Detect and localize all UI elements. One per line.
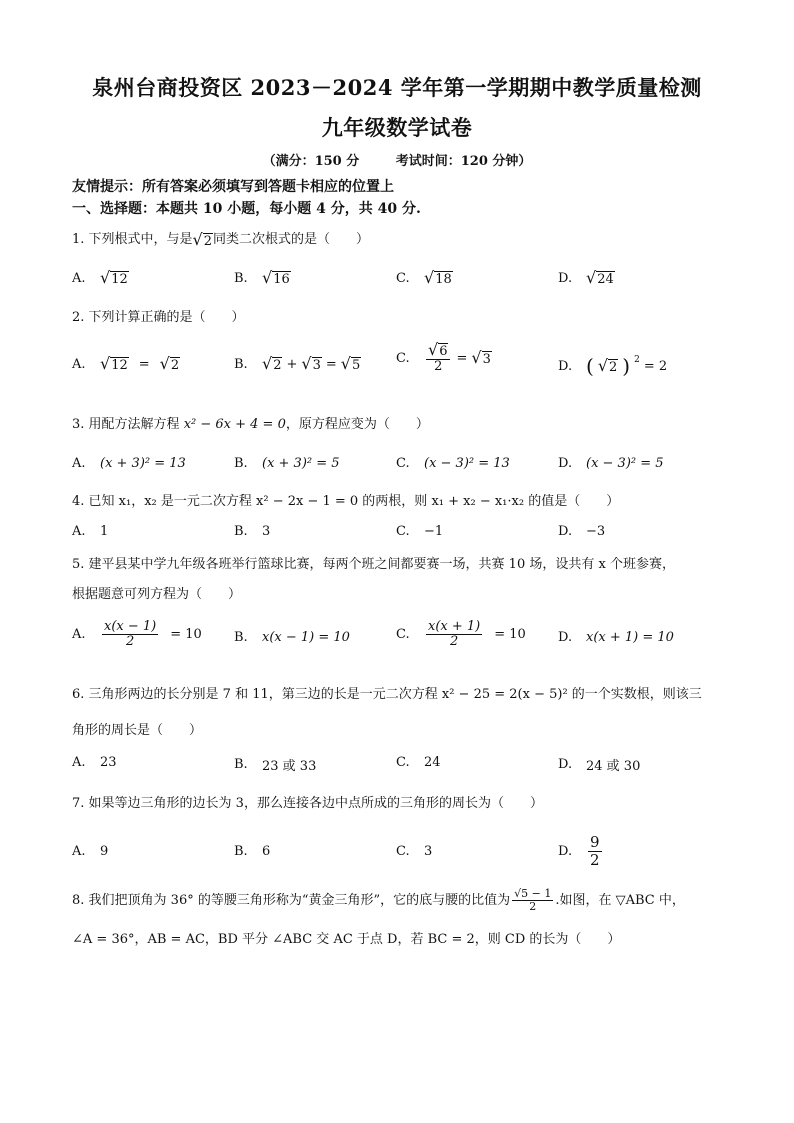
q5-options [72, 620, 732, 664]
q3-option-b [234, 456, 340, 471]
friendly-tip: 友情提示：所有答案必须填写到答题卡相应的位置上 [72, 179, 394, 195]
q1-stem-b: 同类二次根式的是（ ） [213, 232, 370, 248]
q1-radicand: 2 [203, 234, 213, 249]
option-text: (x − 3)² = 13 [424, 456, 510, 471]
q5-option-a [72, 620, 202, 650]
equals-sign: = [325, 356, 337, 372]
q6-option-b [234, 755, 316, 774]
q5-option-d [558, 630, 674, 645]
paren-open: ( [586, 354, 594, 378]
option-text: 3 [424, 844, 433, 859]
option-label: D. [558, 270, 573, 286]
q7-option-a [72, 844, 108, 859]
radicand: 2 [273, 358, 282, 373]
option-text: 23 [100, 755, 117, 770]
q5-option-b [234, 630, 350, 645]
question-6-line1: 6. 三角形两边的长分别是 7 和 11，第三边的长是一元二次方程 x² − 25 = 2(x − 5)² 的一个实数根，则该三 [72, 687, 702, 702]
q7-option-b [234, 844, 270, 859]
option-label: D. [558, 358, 573, 374]
question-8-line2: ∠A = 36°，AB = AC，BD 平分 ∠ABC 交 AC 于点 D，若 BC = 2，则 CD 的长为（ ） [72, 932, 621, 947]
option-label: C. [396, 270, 410, 286]
q1-option-a: A. √ 12 [72, 268, 128, 287]
option-text: 24 [424, 755, 441, 770]
option-radicand: 12 [111, 272, 128, 287]
option-radicand: 24 [597, 272, 614, 287]
option-label: B. [234, 524, 248, 539]
q4-option-d [558, 524, 605, 539]
option-label: A. [72, 524, 86, 539]
option-tail: = 10 [170, 627, 202, 643]
numerator: √5 − 1 [514, 887, 552, 900]
option-label: C. [396, 844, 410, 859]
q6-options [72, 755, 732, 785]
q7-option-d [558, 834, 604, 868]
question-3 [72, 417, 429, 433]
denominator: 2 [449, 634, 459, 650]
denominator: 2 [590, 850, 600, 869]
question-5-line1: 5. 建平县某中学九年级各班举行篮球比赛，每两个班之间都要赛一场，共赛 10 场，设共有 x 个班参赛， [72, 557, 675, 572]
radicand: 2 [170, 358, 180, 373]
equals-sign: = [456, 350, 468, 366]
option-label: C. [396, 627, 410, 643]
option-label: B. [234, 356, 248, 372]
question-6-line2: 角形的周长是（ ） [72, 723, 203, 738]
radicand: 3 [482, 352, 491, 368]
option-radicand: 16 [273, 272, 290, 287]
numerator: x(x + 1) [428, 619, 481, 634]
q3-stem-b: ，原方程应变为（ ） [285, 417, 429, 432]
q6-option-c [396, 755, 441, 770]
radicand: 3 [312, 358, 321, 373]
q2-option-b: B. √ 2 + √ 3 = √ 5 [234, 354, 361, 373]
exam-subtitle: 九年级数学试卷 [321, 115, 473, 140]
option-label: B. [234, 270, 248, 286]
option-radicand: 18 [435, 272, 452, 287]
q2-options [72, 340, 732, 386]
option-label: C. [396, 755, 410, 770]
sqrt-expression: √ 2 [192, 230, 213, 249]
question-5-line2: 根据题意可列方程为（ ） [72, 587, 242, 602]
q8-stem-b: .如图，在 ▽ABC 中， [555, 892, 685, 908]
radicand: 2 [609, 360, 618, 375]
q3-option-c [396, 456, 510, 471]
exponent: 2 [634, 355, 640, 365]
option-text: 9 [100, 844, 109, 859]
q1-option-d: D. √ 24 [558, 268, 614, 287]
denominator: 2 [434, 359, 443, 375]
exam-meta [0, 150, 794, 169]
q1-option-c: C. √ 18 [396, 268, 452, 287]
option-text: (x + 3)² = 5 [262, 456, 340, 471]
q3-option-a [72, 456, 186, 471]
q8-stem-a: 8. 我们把顶角为 36° 的等腰三角形称为“黄金三角形”，它的底与腰的比值为 [72, 892, 511, 908]
option-text: (x + 3)² = 13 [100, 456, 186, 471]
option-text: −3 [586, 524, 606, 539]
option-label: A. [72, 627, 86, 643]
option-text: 3 [262, 524, 271, 539]
time-info: 考试时间：120 分钟） [395, 154, 532, 169]
option-label: D. [558, 524, 573, 539]
q4-options [72, 524, 732, 554]
q4-option-c [396, 524, 443, 539]
q1-option-b: B. √ 16 [234, 268, 290, 287]
q2-option-c: C. √ 6 2 = √ 3 [396, 340, 491, 375]
option-text: 6 [262, 844, 271, 859]
option-label: D. [558, 630, 573, 645]
question-4: 4. 已知 x₁，x₂ 是一元二次方程 x² − 2x − 1 = 0 的两根，则 x₁ + x₂ − x₁·x₂ 的值是（ ） [72, 494, 620, 509]
score-info: （满分：150 分 [262, 154, 360, 169]
paren-close: ) [622, 354, 631, 378]
q5-option-c [396, 620, 526, 650]
option-text: (x − 3)² = 5 [586, 456, 664, 471]
option-text: 24 或 30 [586, 759, 641, 774]
question-2: 2. 下列计算正确的是（ ） [72, 310, 245, 325]
denominator: 2 [529, 900, 537, 914]
exam-title: 泉州台商投资区 2023－2024 学年第一学期期中教学质量检测 [92, 75, 702, 100]
denominator: 2 [125, 634, 135, 650]
option-text: −1 [424, 524, 444, 539]
q1-options [72, 270, 732, 300]
golden-ratio-fraction [512, 888, 553, 913]
option-label: C. [396, 524, 410, 539]
q7-options [72, 834, 732, 874]
option-label: D. [558, 757, 573, 772]
radicand: 6 [439, 344, 448, 359]
option-label: D. [558, 456, 573, 471]
fraction [102, 620, 158, 650]
q4-option-a [72, 524, 108, 539]
q3-stem-a: 3. 用配方法解方程 [72, 417, 180, 432]
option-label: A. [72, 270, 86, 286]
option-text: x(x + 1) = 10 [586, 630, 674, 645]
fraction: √ 6 2 [426, 342, 450, 375]
q4-option-b [234, 524, 270, 539]
plus-sign: + [286, 356, 298, 372]
q3-equation: x² − 6x + 4 = 0 [183, 417, 286, 432]
option-label: C. [396, 456, 410, 471]
question-8-line1 [72, 888, 685, 913]
q7-option-c [396, 844, 432, 859]
question-1 [72, 232, 369, 248]
option-label: B. [234, 844, 248, 859]
option-label: A. [72, 755, 86, 770]
q2-option-a: A. √ 12 = √ 2 [72, 354, 180, 373]
option-tail: = 2 [643, 358, 668, 374]
numerator: 9 [590, 833, 600, 851]
option-label: B. [234, 757, 248, 772]
option-label: A. [72, 356, 86, 372]
option-label: A. [72, 844, 86, 859]
q1-stem-a: 1. 下列根式中，与是 [72, 232, 193, 248]
option-label: A. [72, 456, 86, 471]
q6-option-a [72, 755, 117, 770]
option-label: C. [396, 350, 410, 366]
q6-option-d [558, 755, 640, 774]
option-text: x(x − 1) = 10 [262, 630, 350, 645]
option-label: B. [234, 630, 248, 645]
radicand: 5 [351, 358, 361, 373]
radicand: 12 [111, 358, 128, 373]
option-label: B. [234, 456, 248, 471]
option-text: 23 或 33 [262, 759, 317, 774]
question-7: 7. 如果等边三角形的边长为 3，那么连接各边中点所成的三角形的周长为（ ） [72, 796, 543, 811]
numerator: x(x − 1) [104, 619, 157, 634]
q2-option-d: D. ( √ 2 ) $^2$ = 2 [558, 354, 668, 378]
section-heading: 一、选择题：本题共 10 小题，每小题 4 分，共 40 分. [72, 201, 421, 217]
q3-option-d [558, 456, 664, 471]
option-tail: = 10 [494, 627, 526, 643]
q3-options [72, 456, 732, 486]
option-text: 1 [100, 524, 109, 539]
equals-sign: = [138, 356, 150, 372]
fraction [588, 834, 602, 868]
fraction [426, 620, 482, 650]
option-label: D. [558, 843, 573, 859]
